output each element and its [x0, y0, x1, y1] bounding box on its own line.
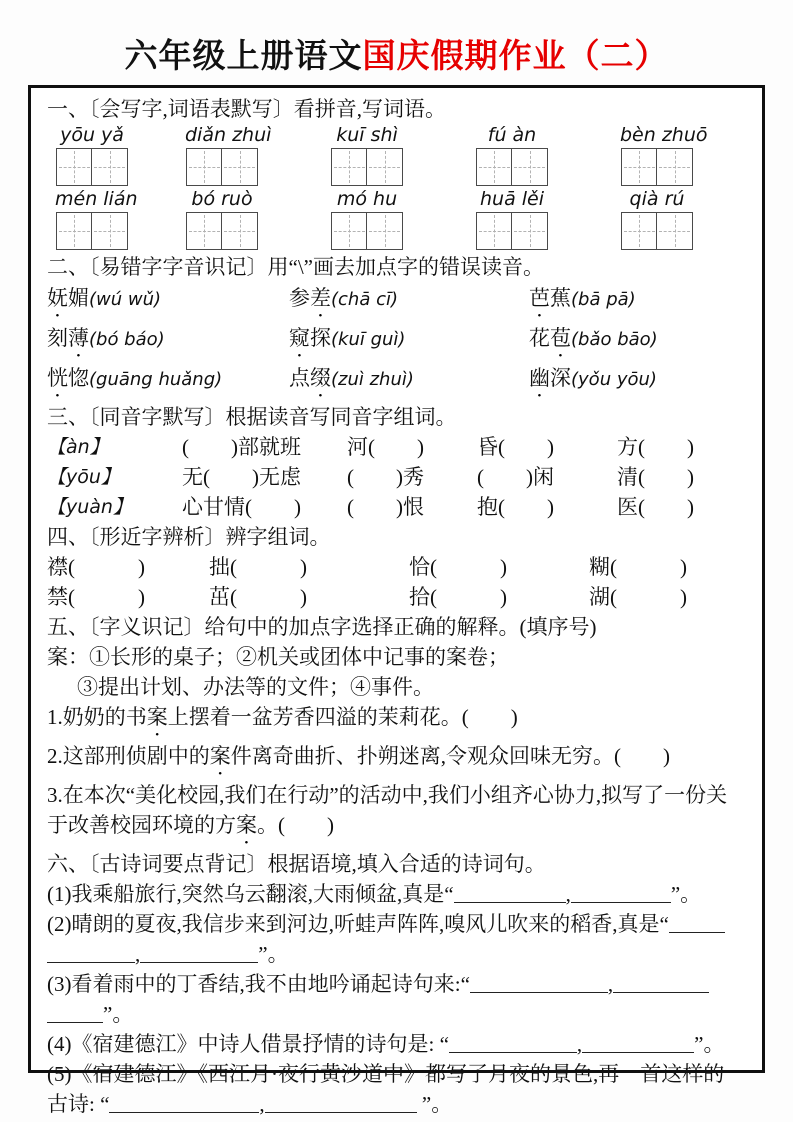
grid-cell — [476, 148, 513, 186]
fill-item: 糊( ) — [589, 555, 687, 579]
fill-item: 方( ) — [617, 435, 694, 459]
section3-row — [47, 492, 752, 522]
dotted-char: 妩 — [47, 286, 68, 310]
grid-cell — [511, 148, 548, 186]
pinyin-word: huā lěi — [479, 188, 544, 210]
pronunciation: (zuì zhuì) — [331, 369, 414, 390]
writing-grid — [55, 148, 129, 186]
pinyin-word: mén lián — [55, 188, 138, 210]
grid-cell — [656, 148, 693, 186]
section6-heading: 六、〔古诗词要点背记〕根据语境,填入合适的诗词句。 — [47, 852, 546, 876]
definition-line: 案：①长形的桌子；②机关或团体中记事的案卷； — [47, 645, 509, 669]
dotted-char: 幽 — [529, 366, 550, 390]
word-item: 妩媚(wú wǔ) — [47, 286, 162, 310]
section5-heading: 五、〔字义识记〕给句中的加点字选择正确的解释。(填序号) — [47, 615, 597, 639]
answer-blank — [582, 1035, 694, 1053]
sentence-3-line2: 于改善校园环境的方案。( ) — [47, 813, 334, 837]
pinyin-word: kuī shì — [336, 124, 398, 146]
pinyin-row-1 — [47, 124, 752, 188]
answer-blank — [613, 975, 709, 993]
grid-cell — [621, 212, 658, 250]
poem-q4: (4)《宿建德江》中诗人借景抒情的诗句是: “ , ”。 — [47, 1032, 725, 1056]
fill-item: 河( ) — [347, 435, 424, 459]
answer-blank — [47, 945, 135, 963]
pinyin-label: 【yuàn】 — [47, 496, 132, 518]
pinyin-word: bó ruò — [191, 188, 253, 210]
answer-blank — [265, 1095, 417, 1113]
dotted-char: 案 — [209, 744, 231, 768]
pinyin-label: 【yōu】 — [47, 466, 120, 488]
writing-grid — [55, 212, 129, 250]
answer-blank — [571, 885, 671, 903]
grid-cell — [331, 148, 368, 186]
dotted-char: 窥 — [289, 326, 310, 350]
fill-item: 心甘情( ) — [182, 495, 301, 519]
answer-blank — [454, 885, 566, 903]
pinyin-word: yōu yǎ — [60, 124, 124, 146]
answer-blank — [47, 1005, 103, 1023]
pronunciation: (bā pā) — [571, 289, 636, 310]
writing-grid — [330, 148, 404, 186]
section4-row — [47, 552, 752, 582]
grid-cell — [186, 212, 223, 250]
grid-cell — [56, 212, 93, 250]
pinyin-word: mó hu — [336, 188, 398, 210]
word-item: 芭蕉(bā pā) — [529, 286, 636, 310]
poem-q3-line1: (3)看着雨中的丁香结,我不由地吟诵起诗句来:“ , — [47, 969, 752, 999]
grid-cell — [56, 148, 93, 186]
fill-item: 昏( ) — [477, 435, 554, 459]
fill-item: 拾( ) — [409, 585, 507, 609]
grid-cell — [366, 148, 403, 186]
sentence-1: 1.奶奶的书案上摆着一盆芳香四溢的茉莉花。( ) — [47, 705, 518, 729]
section3-heading: 三、〔同音字默写〕根据读音写同音字组词。 — [47, 405, 457, 429]
dotted-char: 苞 — [550, 326, 571, 350]
dotted-char: 差 — [310, 286, 331, 310]
dotted-char: 薄 — [68, 326, 89, 350]
pinyin-word: diǎn zhuì — [185, 124, 272, 146]
answer-blank — [669, 915, 725, 933]
worksheet-frame — [28, 85, 765, 1116]
writing-grid — [620, 148, 694, 186]
pronunciation: (wú wǔ) — [89, 289, 162, 310]
answer-blank — [470, 975, 608, 993]
fill-item: 抱( ) — [477, 495, 554, 519]
grid-cell — [331, 212, 368, 250]
pinyin-word: qià rú — [629, 188, 685, 210]
grid-cell — [91, 148, 128, 186]
sentence-2: 2.这部刑侦剧中的案件离奇曲折、扑朔迷离,令观众回味无穷。( ) — [47, 744, 670, 768]
word-item: 点缀(zuì zhuì) — [289, 366, 414, 390]
pronunciation: (guāng huǎng) — [89, 369, 223, 390]
word-item: 参差(chā cī) — [289, 286, 398, 310]
fill-item: ( )部就班 — [182, 435, 301, 459]
pinyin-word-group — [620, 124, 708, 186]
answer-blank — [140, 945, 258, 963]
pinyin-word-group — [55, 124, 129, 186]
word-item: 窥探(kuī guì) — [289, 326, 406, 350]
page-title-black: 六年级上册语文 — [124, 39, 363, 75]
pinyin-word-group — [475, 124, 549, 186]
word-item: 花苞(bǎo bāo) — [529, 326, 658, 350]
pinyin-word-group — [185, 124, 272, 186]
pinyin-word-group — [55, 188, 138, 250]
writing-grid — [475, 148, 549, 186]
fill-item: 清( ) — [617, 465, 694, 489]
fill-item: ( )恨 — [347, 495, 424, 519]
poem-q5-line2: 古诗: “ , ”。 — [47, 1092, 453, 1116]
pinyin-word-group — [330, 188, 404, 250]
word-item: 恍惚(guāng huǎng) — [47, 366, 223, 390]
poem-q2-line2: , ”。 — [47, 939, 752, 969]
writing-grid — [185, 212, 259, 250]
pinyin-word-group — [330, 124, 404, 186]
pinyin-word-group — [185, 188, 259, 250]
section2-row — [47, 362, 752, 402]
writing-grid — [620, 212, 694, 250]
fill-item: 恰( ) — [409, 555, 507, 579]
pronunciation: (kuī guì) — [331, 329, 406, 350]
poem-q1: (1)我乘船旅行,突然乌云翻滚,大雨倾盆,真是“ , ”。 — [47, 882, 702, 906]
fill-item: ( )闲 — [477, 465, 554, 489]
pinyin-label: 【àn】 — [47, 436, 109, 458]
dotted-char: 案 — [146, 705, 168, 729]
fill-item: 湖( ) — [589, 585, 687, 609]
pronunciation: (bǎo bāo) — [571, 329, 658, 350]
poem-q3-line2: ”。 — [47, 999, 752, 1029]
pronunciation: (yǒu yōu) — [571, 369, 657, 390]
writing-grid — [330, 212, 404, 250]
dotted-char: 案 — [236, 813, 257, 837]
dotted-char: 芭 — [529, 286, 550, 310]
pronunciation: (chā cī) — [331, 289, 398, 310]
answer-blank — [449, 1035, 577, 1053]
pinyin-word-group — [620, 188, 694, 250]
pinyin-word-group — [475, 188, 549, 250]
grid-cell — [511, 212, 548, 250]
word-item: 刻薄(bó báo) — [47, 326, 165, 350]
page-title-red: 国庆假期作业（二） — [362, 39, 669, 75]
grid-cell — [656, 212, 693, 250]
poem-q2-line1: (2)晴朗的夏夜,我信步来到河边,听蛙声阵阵,嗅风儿吹来的稻香,真是“ — [47, 909, 752, 939]
word-item: 幽深(yǒu yōu) — [529, 366, 657, 390]
grid-cell — [221, 212, 258, 250]
fill-item: 茁( ) — [209, 585, 307, 609]
definition-line: ③提出计划、办法等的文件；④事件。 — [77, 675, 434, 699]
answer-blank — [109, 1095, 259, 1113]
fill-item: ( )秀 — [347, 465, 424, 489]
dotted-char: 缀 — [310, 366, 331, 390]
fill-item: 医( ) — [617, 495, 694, 519]
grid-cell — [186, 148, 223, 186]
dotted-char: 恍 — [47, 366, 68, 390]
grid-cell — [366, 212, 403, 250]
fill-item: 拙( ) — [209, 555, 307, 579]
section3-row — [47, 462, 752, 492]
poem-q5-line1: (5)《宿建德江》《西江月·夜行黄沙道中》都写了月夜的景色,再一首这样的 — [47, 1062, 725, 1086]
pronunciation: (bó báo) — [89, 329, 165, 350]
fill-item: 禁( ) — [47, 585, 145, 609]
section4-row — [47, 582, 752, 612]
fill-item: 无( )无虑 — [182, 465, 301, 489]
section4-heading: 四、〔形近字辨析〕辨字组词。 — [47, 525, 331, 549]
sentence-3-line1: 3.在本次“美化校园,我们在行动”的活动中,我们小组齐心协力,拟写了一份关 — [47, 783, 728, 807]
grid-cell — [476, 212, 513, 250]
section3-row — [47, 432, 752, 462]
pinyin-row-2 — [47, 188, 752, 252]
section2-row — [47, 322, 752, 362]
grid-cell — [621, 148, 658, 186]
fill-item: 襟( ) — [47, 555, 145, 579]
section2-row — [47, 282, 752, 322]
writing-grid — [475, 212, 549, 250]
section2-heading: 二、〔易错字字音识记〕用“\”画去加点字的错误读音。 — [47, 255, 544, 279]
pinyin-word: fú àn — [487, 124, 537, 146]
page-title — [0, 0, 793, 85]
section1-heading: 一、〔会写字,词语表默写〕看拼音,写词语。 — [47, 97, 446, 121]
writing-grid — [185, 148, 259, 186]
grid-cell — [91, 212, 128, 250]
pinyin-word: bèn zhuō — [620, 124, 708, 146]
grid-cell — [221, 148, 258, 186]
